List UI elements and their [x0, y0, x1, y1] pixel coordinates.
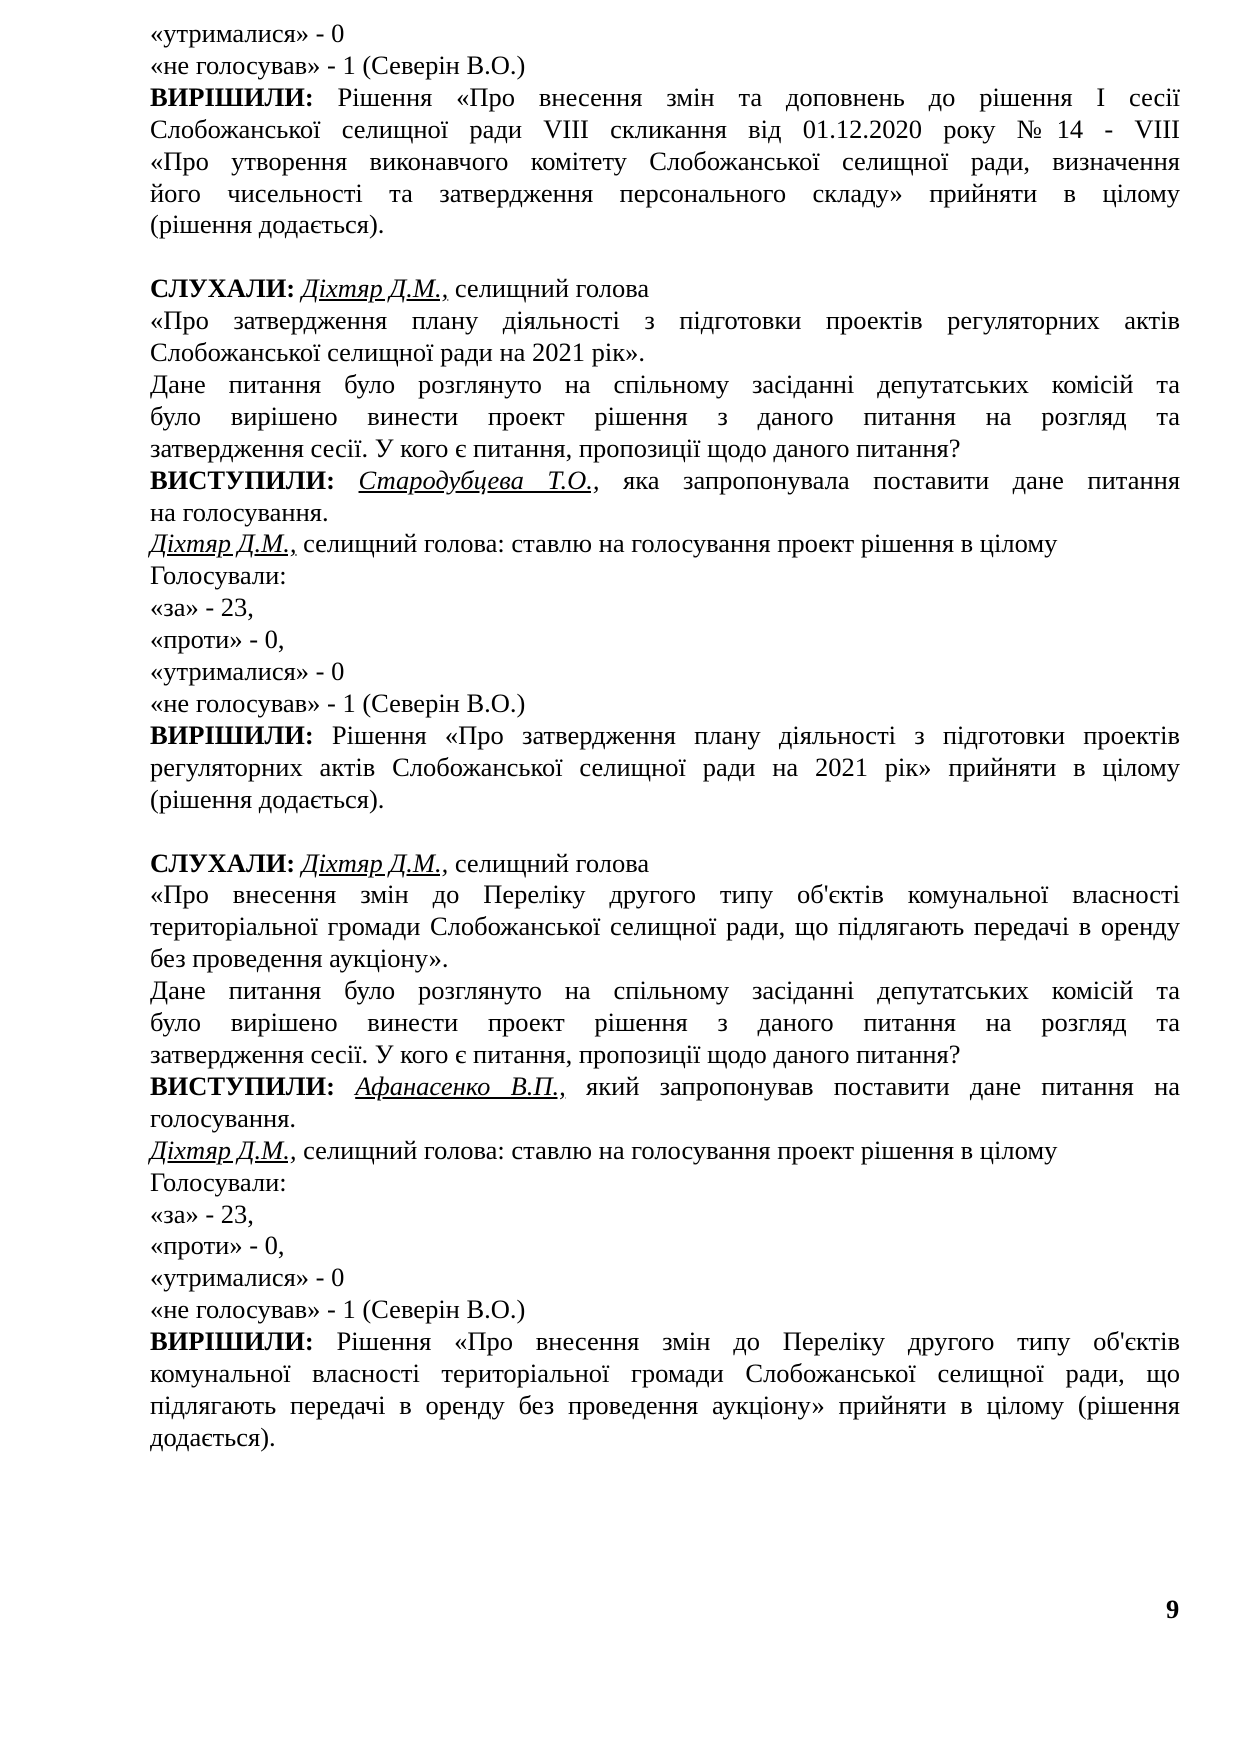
subject-line: територіальної громади Слобожанської селищної ради, що підлягають передачі в оренду [150, 911, 1180, 942]
spoke-text: який запропонував поставити дане питання на [586, 1070, 1181, 1101]
decision-line: (рішення додається). [150, 783, 385, 814]
vote-against: «проти» - 0, [150, 624, 285, 655]
chair-text: селищний голова: ставлю на голосування проект рішення в цілому [303, 1134, 1058, 1165]
vote-abstain: «утрималися» - 0 [150, 18, 345, 48]
discussion-line: Дане питання було розглянуто на спільному засіданні депутатських комісій та [150, 975, 1180, 1006]
decision-line: «Про утворення виконавчого комітету Слобожанської селищної ради, визначення [150, 145, 1180, 176]
speaker-name: Діхтяр Д.М., [301, 847, 449, 878]
decision-line: Слобожанської селищної ради VIII скликання від 01.12.2020 року №14 - VIII [150, 113, 1180, 144]
decision-text: Рішення «Про затвердження плану діяльності з підготовки проектів [331, 719, 1180, 750]
decision-line: (рішення додається). [150, 209, 385, 240]
decided-label: ВИРІШИЛИ: [150, 1326, 314, 1357]
discussion-line: затвердження сесії. У кого є питання, пропозиції щодо даного питання? [150, 432, 961, 463]
speaker-role: селищний голова [454, 847, 650, 878]
chair-line [150, 528, 1180, 560]
spoke-name: Афанасенко В.П., [355, 1070, 566, 1101]
decision-line: регуляторних актів Слобожанської селищної ради на 2021 рік» прийняти в цілому [150, 751, 1180, 782]
spoke-label: ВИСТУПИЛИ: [150, 1070, 335, 1101]
voted-label: Голосували: [150, 560, 287, 591]
heard-line [150, 273, 1180, 305]
spoke-text: яка запропонувала поставити дане питання [623, 464, 1181, 495]
decision-line [150, 82, 1180, 114]
speaker-name: Діхтяр Д.М., [301, 273, 449, 304]
decision-line: його чисельності та затвердження персонального складу» прийняти в цілому [150, 177, 1180, 208]
vote-against: «проти» - 0, [150, 1230, 285, 1261]
heard-label: СЛУХАЛИ: [150, 847, 296, 878]
page-number: 9 [1166, 1594, 1180, 1624]
paragraph-gap [150, 241, 1180, 273]
vote-for: «за» - 23, [150, 1198, 254, 1229]
decision-line: підлягають передачі в оренду без проведення аукціону» прийняти в цілому (рішення [150, 1389, 1180, 1420]
decided-label: ВИРІШИЛИ: [150, 81, 314, 112]
vote-not-voted: «не голосував» - 1 (Северін В.О.) [150, 49, 526, 80]
discussion-line: було вирішено винести проект рішення з даного питання на розгляд та [150, 400, 1180, 431]
spoke-line [150, 1071, 1180, 1103]
decided-label: ВИРІШИЛИ: [150, 719, 314, 750]
decision-line [150, 720, 1180, 752]
chair-name: Діхтяр Д.М., [150, 1134, 297, 1165]
speaker-role: селищний голова [454, 273, 650, 304]
vote-abstain: «утрималися» - 0 [150, 656, 345, 687]
decision-line [150, 1326, 1180, 1358]
spoke-line [150, 465, 1180, 497]
chair-name: Діхтяр Д.М., [150, 528, 297, 559]
spoke-line: на голосування. [150, 496, 329, 527]
spoke-line: голосування. [150, 1102, 297, 1133]
document-page [150, 18, 1180, 1454]
paragraph-gap [150, 816, 1180, 848]
decision-line: комунальної власності територіальної громади Слобожанської селищної ради, що [150, 1358, 1180, 1389]
vote-abstain: «утрималися» - 0 [150, 1262, 345, 1293]
discussion-line: затвердження сесії. У кого є питання, пропозиції щодо даного питання? [150, 1038, 961, 1069]
vote-not-voted: «не голосував» - 1 (Северін В.О.) [150, 688, 526, 719]
spoke-label: ВИСТУПИЛИ: [150, 464, 335, 495]
heard-label: СЛУХАЛИ: [150, 273, 296, 304]
decision-text: Рішення «Про внесення змін до Переліку другого типу об'єктів [336, 1326, 1180, 1357]
spoke-name: Стародубцева Т.О., [358, 464, 600, 495]
heard-line [150, 848, 1180, 880]
discussion-line: було вирішено винести проект рішення з даного питання на розгляд та [150, 1007, 1180, 1038]
subject-line: без проведення аукціону». [150, 943, 449, 974]
subject-line: «Про затвердження плану діяльності з підготовки проектів регуляторних актів [150, 305, 1180, 336]
chair-line [150, 1135, 1180, 1167]
decision-text: Рішення «Про внесення змін та доповнень до рішення І сесії [337, 81, 1180, 112]
voted-label: Голосували: [150, 1166, 287, 1197]
subject-line: «Про внесення змін до Переліку другого типу об'єктів комунальної власності [150, 879, 1180, 910]
subject-line: Слобожанської селищної ради на 2021 рік». [150, 337, 646, 368]
decision-line: додається). [150, 1421, 276, 1452]
discussion-line: Дане питання було розглянуто на спільному засіданні депутатських комісій та [150, 368, 1180, 399]
vote-not-voted: «не голосував» - 1 (Северін В.О.) [150, 1294, 526, 1325]
vote-for: «за» - 23, [150, 592, 254, 623]
chair-text: селищний голова: ставлю на голосування проект рішення в цілому [303, 528, 1058, 559]
